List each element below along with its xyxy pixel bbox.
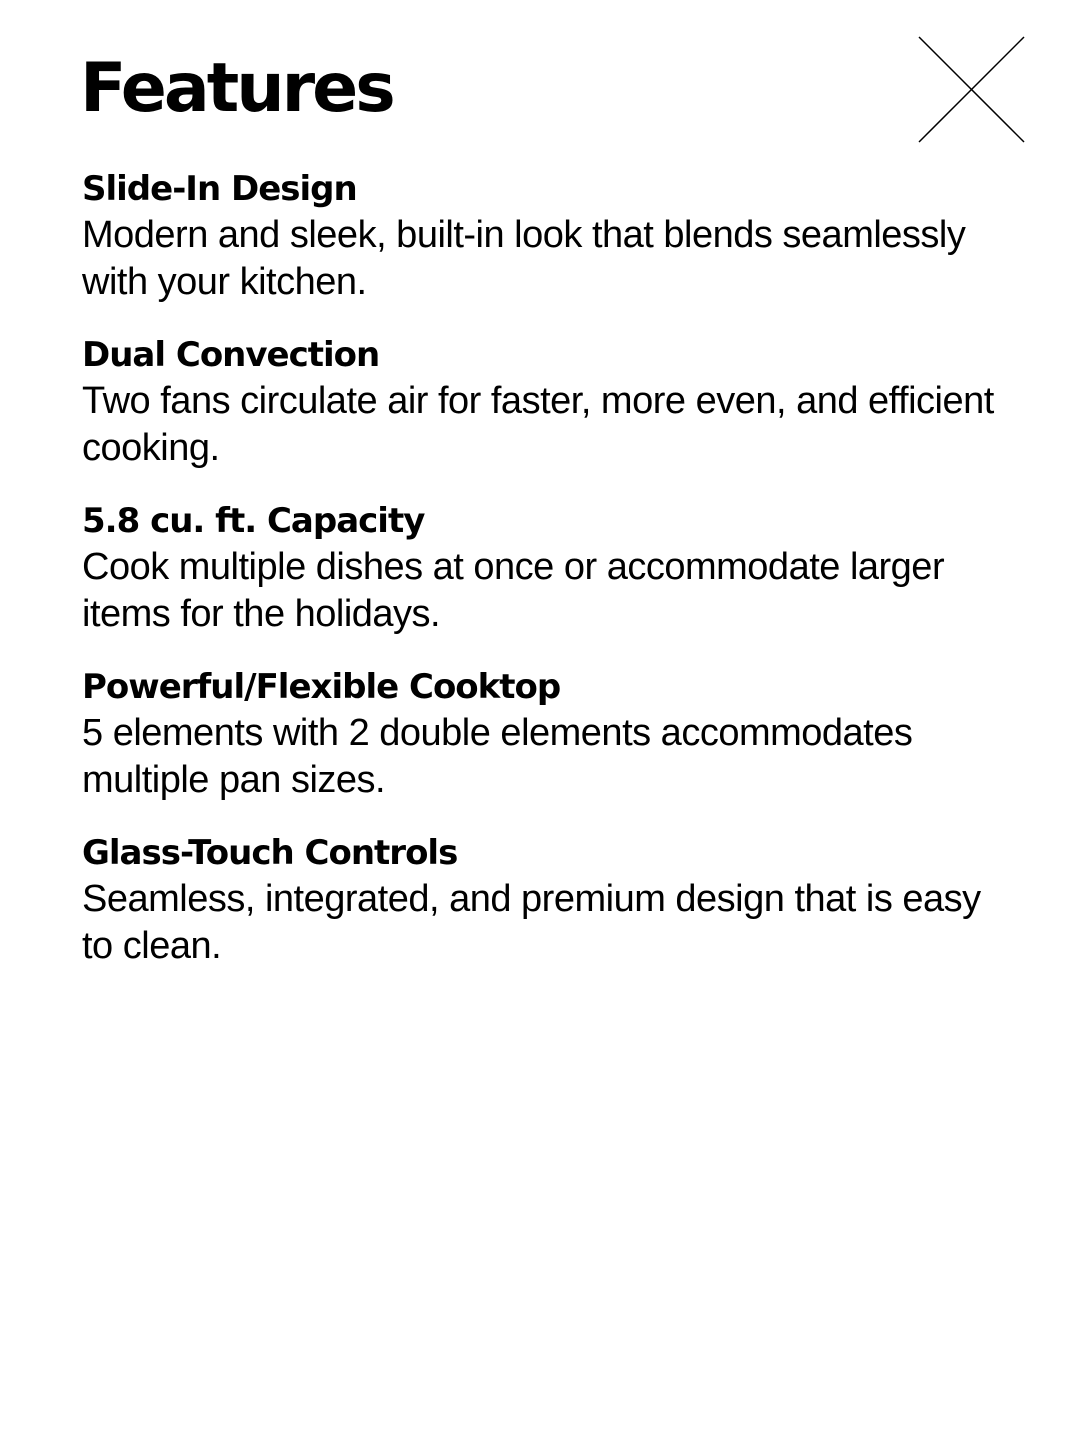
- feature-item-glass-touch-controls: [82, 830, 1012, 970]
- page-title: Features: [80, 49, 393, 128]
- features-list: [82, 166, 1012, 996]
- feature-description: Seamless, integrated, and premium design that is easy to clean.: [82, 878, 981, 967]
- feature-title: Powerful/Flexible Cooktop: [82, 667, 561, 707]
- feature-title: 5.8 cu. ft. Capacity: [82, 501, 425, 541]
- feature-title: Slide-In Design: [82, 169, 357, 209]
- feature-item-cooktop: [82, 664, 1012, 804]
- feature-description: Cook multiple dishes at once or accommodate larger items for the holidays.: [82, 546, 945, 635]
- close-button[interactable]: [918, 36, 1025, 143]
- feature-description: 5 elements with 2 double elements accommodates multiple pan sizes.: [82, 712, 913, 801]
- feature-item-capacity: [82, 498, 1012, 638]
- close-icon: [918, 36, 1025, 143]
- feature-title: Dual Convection: [82, 335, 380, 375]
- feature-description: Modern and sleek, built-in look that blends seamlessly with your kitchen.: [82, 214, 966, 303]
- feature-item-slide-in-design: [82, 166, 1012, 306]
- feature-description: Two fans circulate air for faster, more even, and efficient cooking.: [82, 380, 994, 469]
- feature-title: Glass-Touch Controls: [82, 833, 458, 873]
- feature-item-dual-convection: [82, 332, 1012, 472]
